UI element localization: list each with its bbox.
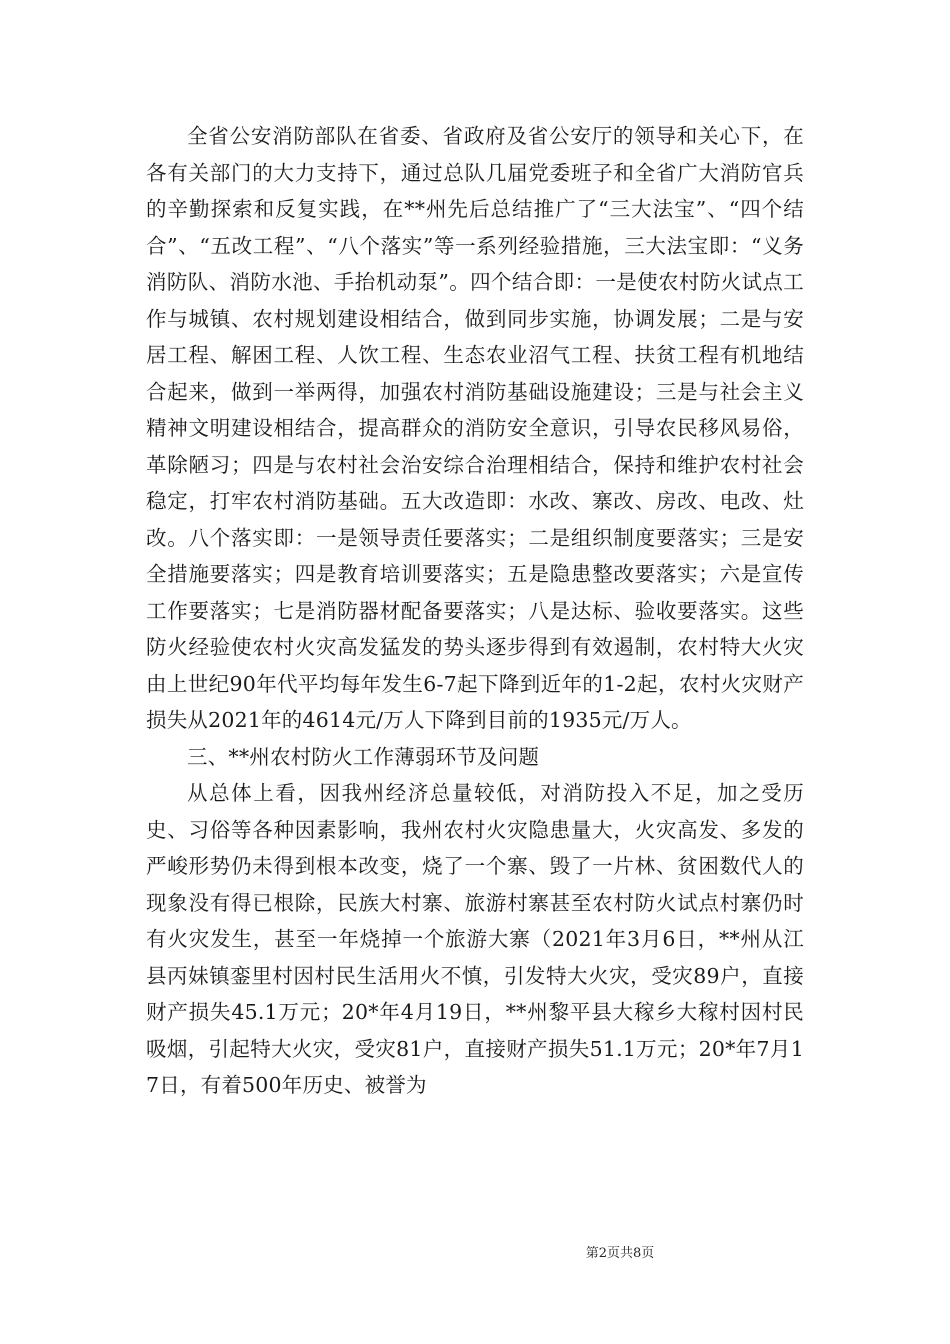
page-number-footer: 第2页共8页: [585, 1246, 655, 1261]
section-heading-weak-links: 三、**州农村防火工作薄弱环节及问题: [187, 744, 540, 769]
paragraph-fire-prevention-experience: 全省公安消防部队在省委、省政府及省公安厅的领导和关心下，在各有关部门的大力支持下，通过总队几届党委班子和全省广大消防官兵的辛勤探索和反复实践，在**州先后总结推广了“三大法宝”、“四个结合”、“五改工程”、“八个落实”等一系列经验措施，三大法宝即：“义务消防队、消防水池、手抬机动泵”。四个结合即：一是使农村防火试点工作与城镇、农村规划建设相结合，做到同步实施，协调发展；二是与安居工程、解困工程、人饮工程、生态农业沼气工程、扶贫工程有机地结合起来，做到一举两得，加强农村消防基础设施建设；三是与社会主义精神文明建设相结合，提高群众的消防安全意识，引导农民移风易俗，革除陋习；四是与农村社会治安综合治理相结合，保持和维护农村社会稳定，打牢农村消防基础。五大改造即：水改、寨改、房改、电改、灶改。八个落实即：一是领导责任要落实；二是组织制度要落实；三是安全措施要落实；四是教育培训要落实；五是隐患整改要落实；六是宣传工作要落实；七是消防器材配备要落实；八是达标、验收要落实。这些防火经验使农村火灾高发猛发的势头逐步得到有效遏制，农村特大火灾由上世纪90年代平均每年发生6-7起下降到近年的1-2起，农村火灾财产损失从2021年的4614元/万人下降到目前的1935元/万人。: [146, 124, 804, 732]
paragraph-overall-situation: 从总体上看，因我州经济总量较低，对消防投入不足，加之受历史、习俗等各种因素影响，我州农村火灾隐患量大，火灾高发、多发的严峻形势仍未得到根本改变，烧了一个寨、毁了一片林、贫困数代人的现象没有得已根除，民族大村寨、旅游村寨甚至农村防火试点村寨仍时有火灾发生，甚至一年烧掉一个旅游大寨（2021年3月6日，**州从江县丙妹镇銮里村因村民生活用火不慎，引发特大火灾，受灾89户，直接财产损失45.1万元；20*年4月19日，**州黎平县大稼乡大稼村因村民吸烟，引起特大火灾，受灾81户，直接财产损失51.1万元；20*年7月17日，有着500年历史、被誉为: [146, 781, 804, 1097]
document-body: [146, 118, 804, 1104]
